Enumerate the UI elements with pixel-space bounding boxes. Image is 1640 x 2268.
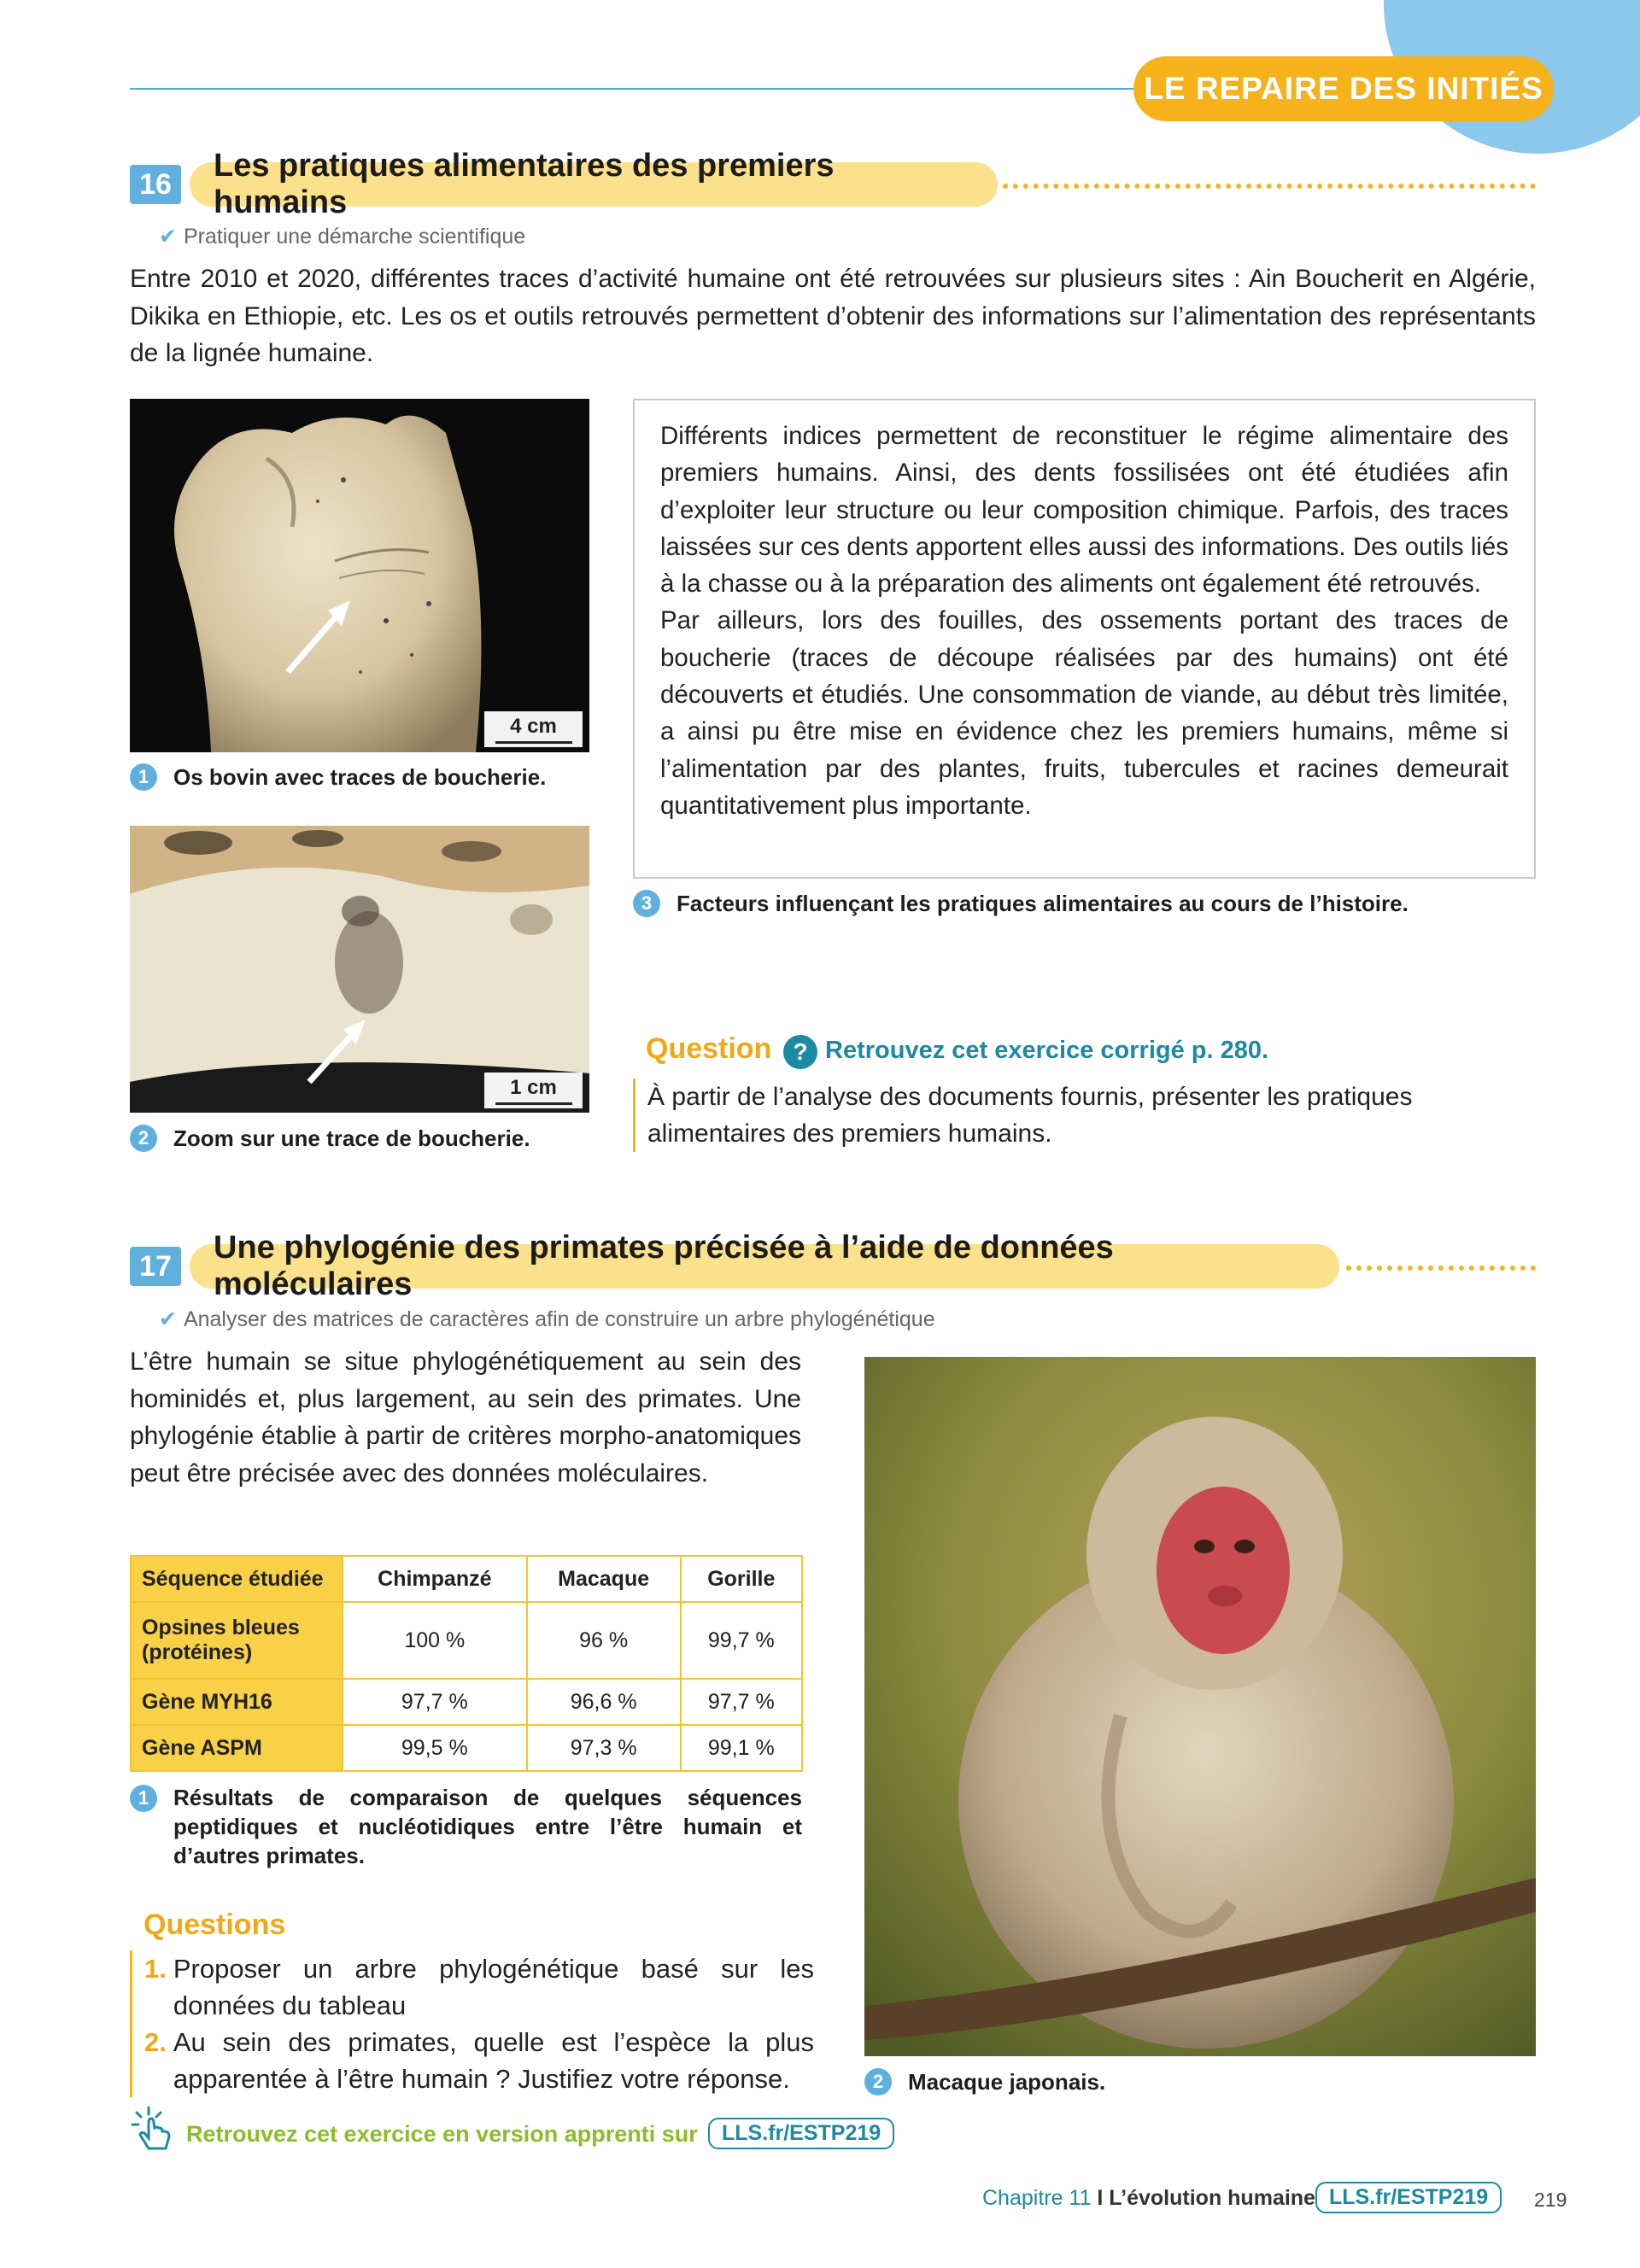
table-cell: 96 % xyxy=(527,1602,681,1679)
macaque-illustration xyxy=(864,1357,1536,2056)
table-header-row xyxy=(131,1556,802,1602)
table-cell: 97,7 % xyxy=(343,1679,527,1725)
doc3-paragraph-1: Différents indices permettent de reconstituer le régime alimentaire des premiers humains. Ainsi, des dents fossilisées ont été étudiées afin d’exploiter leur structure ou leur composition chimique. Parfois, des traces laissées sur ces dents apportent elles aussi des informations. Des outils liés à la chasse ou à la préparation des aliments ont également été retrouvés. xyxy=(660,422,1508,599)
doc-caption: Zoom sur une trace de boucherie. xyxy=(173,1125,530,1151)
bone-illustration xyxy=(130,399,589,752)
title-dots xyxy=(1346,1266,1536,1271)
doc-number: 1 xyxy=(130,763,157,791)
exercise-title: Une phylogénie des primates précisée à l’aide de données moléculaires xyxy=(190,1244,1339,1289)
table-cell: 99,1 % xyxy=(681,1725,802,1771)
scale-label: 4 cm xyxy=(510,715,557,738)
hand-click-icon xyxy=(130,2104,181,2155)
table-cell: 99,7 % xyxy=(681,1602,802,1679)
question-text: À partir de l’analyse des documents fournis, présenter les pratiques alimentaires des premiers humains. xyxy=(633,1078,1536,1152)
macaque-photo xyxy=(864,1357,1536,2056)
doc3-textbox xyxy=(633,399,1536,879)
doc-caption: Macaque japonais. xyxy=(908,2069,1106,2095)
scale-bar-1cm xyxy=(484,1073,583,1108)
skill-text: Pratiquer une démarche scientifique xyxy=(183,225,526,248)
doc-number: 3 xyxy=(633,890,660,917)
table-cell: 99,5 % xyxy=(343,1725,527,1771)
correction-link[interactable]: Retrouvez cet exercice corrigé p. 280. xyxy=(825,1037,1269,1064)
skill-line xyxy=(159,1306,935,1332)
questions-list xyxy=(130,1950,814,2097)
table-header: Séquence étudiée xyxy=(131,1556,343,1602)
skill-line xyxy=(159,224,525,249)
doc-number: 1 xyxy=(130,1785,157,1812)
question-item xyxy=(144,1950,814,2024)
table-row-label: Gène ASPM xyxy=(131,1725,343,1771)
scale-label: 1 cm xyxy=(510,1076,557,1099)
chapter-separator: I xyxy=(1097,2186,1104,2210)
chapter-number: Chapitre 11 xyxy=(982,2186,1092,2210)
chapter-title: L’évolution humaine xyxy=(1109,2186,1315,2210)
intro-text: Entre 2010 et 2020, différentes traces d’activité humaine ont été retrouvées sur plusieurs sites : Ain Boucherit en Algérie, Dikika en Ethiopie, etc. Les os et outils retrouvés permettent d’obtenir des informations sur l’alimentation des représentants de la lignée humaine. xyxy=(130,265,1536,367)
doc3-paragraph-2: Par ailleurs, lors des fouilles, des ossements portant des traces de boucherie (traces de découpe réalisées par des humains) ont été découverts et étudiés. Une consommation de viande, au début très limitée, a ainsi pu être mise en évidence chez les premiers humains, même si l’alimentation par des plantes, fruits, tubercules et racines demeurait quantitativement plus importante. xyxy=(660,606,1508,820)
table-cell: 97,3 % xyxy=(527,1725,681,1771)
table-row xyxy=(131,1725,802,1771)
table-cell: 96,6 % xyxy=(527,1679,681,1725)
table-row-label: Gène MYH16 xyxy=(131,1679,343,1725)
exercise-number: 17 xyxy=(130,1247,181,1286)
table-row-label: Opsines bleues (protéines) xyxy=(131,1602,343,1679)
scale-line xyxy=(495,1102,572,1105)
help-icon[interactable]: ? xyxy=(783,1035,817,1069)
table-header: Gorille xyxy=(681,1556,802,1602)
header-rule xyxy=(130,88,1138,90)
footer-link[interactable]: LLS.fr/ESTP219 xyxy=(1315,2182,1502,2213)
table-row xyxy=(131,1602,802,1679)
question-number: 1. xyxy=(144,1954,167,1984)
table-header: Chimpanzé xyxy=(343,1556,527,1602)
apprenti-link[interactable]: LLS.fr/ESTP219 xyxy=(708,2118,894,2149)
page-number: 219 xyxy=(1534,2189,1567,2211)
table-cell: 100 % xyxy=(343,1602,527,1679)
exercise-number: 16 xyxy=(130,165,181,204)
exercise-title: Les pratiques alimentaires des premiers humains xyxy=(190,162,998,207)
zoom-illustration xyxy=(130,826,589,1113)
table-row xyxy=(131,1679,802,1725)
question-text: Au sein des primates, quelle est l’espèce la plus apparentée à l’être humain ? Justifiez votre réponse. xyxy=(173,2027,814,2094)
zoom-photo xyxy=(130,826,589,1113)
doc-caption: Facteurs influençant les pratiques alimentaires au cours de l’histoire. xyxy=(676,891,1409,916)
questions-label: Questions xyxy=(144,1909,286,1941)
check-icon: ✔ xyxy=(159,225,177,248)
table-cell: 97,7 % xyxy=(681,1679,802,1725)
bone-photo xyxy=(130,399,589,752)
question-label: Question xyxy=(646,1032,772,1065)
doc-number: 2 xyxy=(864,2068,892,2096)
intro-text: L’être humain se situe phylogénétiquement au sein des hominidés et, plus largement, au sein des primates. Une phylogénie établie à partir de critères morpho-anatomiques peut être précisée avec des données moléculaires. xyxy=(130,1347,801,1488)
title-dots xyxy=(1003,184,1536,189)
question-number: 2. xyxy=(144,2027,167,2057)
question-text: Proposer un arbre phylogénétique basé sur les données du tableau xyxy=(173,1954,814,2020)
doc-caption: Résultats de comparaison de quelques séquences peptidiques et nucléotidiques entre l’être humain et d’autres primates. xyxy=(173,1785,802,1868)
scale-bar-4cm xyxy=(484,711,583,747)
question-item xyxy=(144,2024,814,2097)
check-icon: ✔ xyxy=(159,1307,177,1331)
table-header: Macaque xyxy=(527,1556,681,1602)
section-badge: LE REPAIRE DES INITIÉS xyxy=(1133,56,1554,121)
skill-text: Analyser des matrices de caractères afin de construire un arbre phylogénétique xyxy=(183,1307,935,1331)
comparison-table xyxy=(130,1555,803,1772)
scale-line xyxy=(495,741,572,744)
doc-number: 2 xyxy=(130,1125,157,1152)
doc-caption: Os bovin avec traces de boucherie. xyxy=(173,764,547,790)
footer-chapter xyxy=(982,2186,1315,2211)
apprenti-text: Retrouvez cet exercice en version apprenti sur xyxy=(186,2121,698,2147)
